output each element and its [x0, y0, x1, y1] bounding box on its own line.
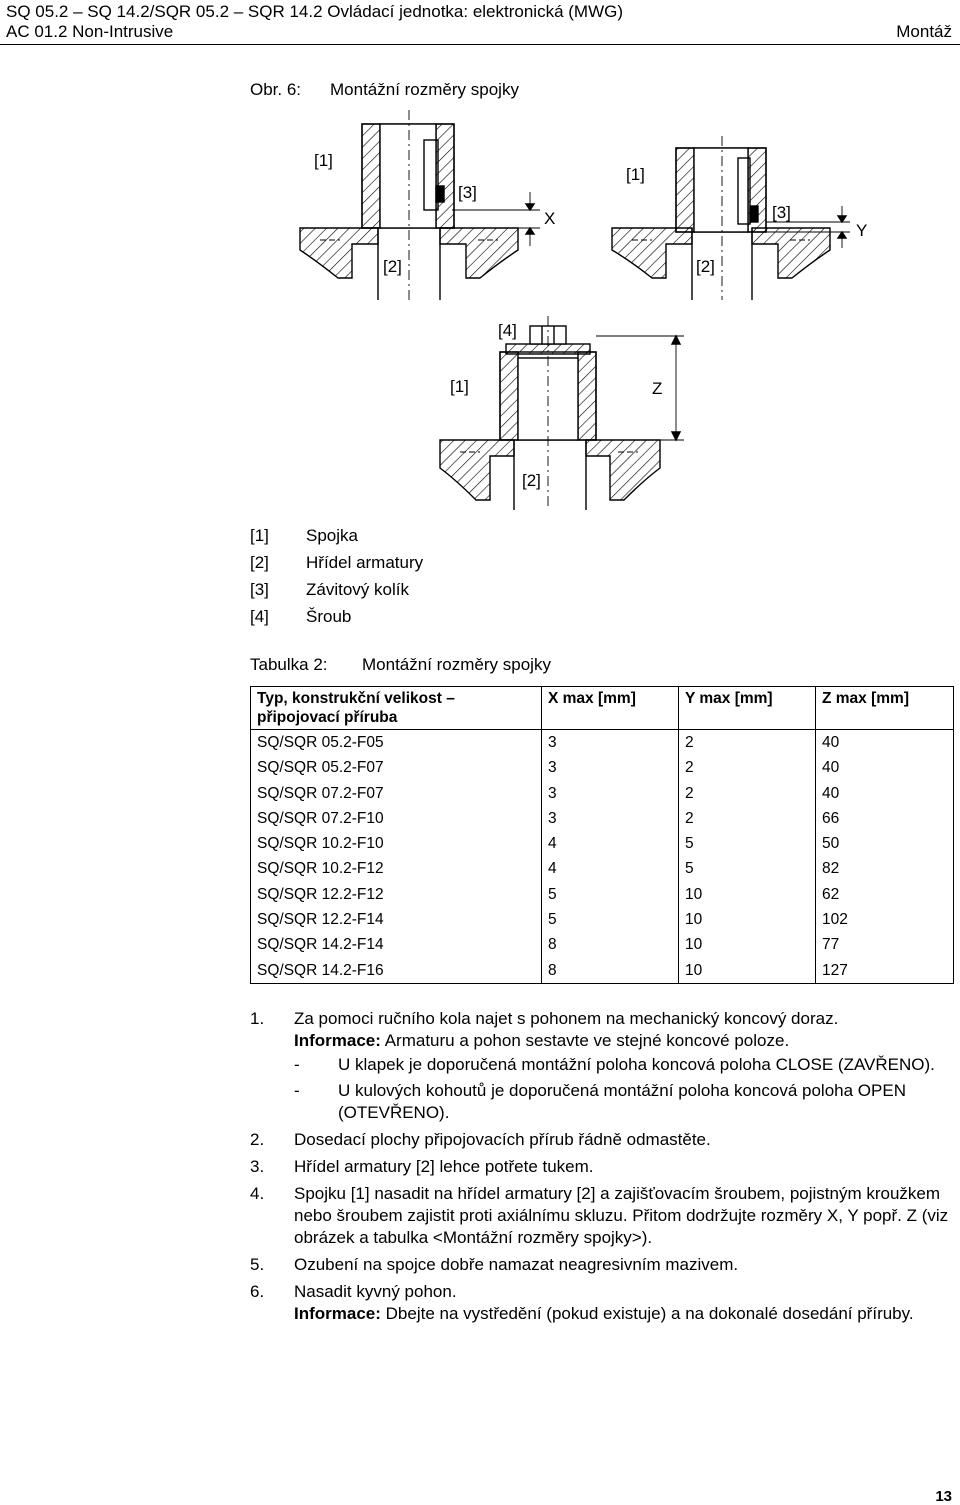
cell-z: 50: [816, 831, 954, 856]
step-number: 1.: [250, 1009, 265, 1028]
step-text: Dosedací plochy připojovacích přírub řádně odmastěte.: [294, 1130, 711, 1149]
cell-x: 4: [542, 831, 679, 856]
figure-label: Obr. 6:: [250, 80, 302, 99]
cell-y: 5: [679, 831, 816, 856]
cell-type: SQ/SQR 14.2-F14: [251, 932, 542, 957]
dash-bullet: -: [294, 1081, 300, 1100]
header-section: Montáž: [896, 22, 952, 41]
step-1: [250, 1008, 956, 1124]
step-4: [250, 1183, 956, 1249]
info-text: Armaturu a pohon sestavte ve stejné koncové poloze.: [380, 1031, 790, 1050]
sub-text: U klapek je doporučená montážní poloha koncová poloha CLOSE (ZAVŘENO).: [338, 1055, 935, 1074]
table-row: [251, 907, 954, 932]
legend-key: [4]: [250, 607, 269, 626]
figure-legend: [250, 525, 423, 633]
cell-y: 10: [679, 882, 816, 907]
table-caption: [250, 655, 551, 675]
cell-x: 8: [542, 932, 679, 957]
info-label: Informace:: [294, 1304, 381, 1323]
table-label: Tabulka 2:: [250, 655, 328, 674]
coupling-drawing: [0, 0, 960, 520]
legend-key: [3]: [250, 580, 269, 599]
step-6: [250, 1281, 956, 1325]
callout-b2: [2]: [696, 257, 715, 276]
table-header-row: [251, 687, 954, 730]
table-row: [251, 882, 954, 907]
legend-item: [250, 579, 423, 606]
cell-y: 10: [679, 907, 816, 932]
step-3: [250, 1156, 956, 1178]
table-row: [251, 856, 954, 881]
cell-type: SQ/SQR 12.2-F12: [251, 882, 542, 907]
callout-a1: [1]: [314, 151, 333, 170]
sub-item: [294, 1054, 956, 1076]
sub-text: U kulových kohoutů je doporučená montážní poloha koncová poloha OPEN (OTEVŘENO).: [338, 1081, 906, 1122]
cell-type: SQ/SQR 05.2-F07: [251, 755, 542, 780]
callout-cz: Z: [652, 379, 663, 398]
header-y: Y max [mm]: [679, 687, 816, 730]
cell-y: 10: [679, 932, 816, 957]
table-row: [251, 806, 954, 831]
drawing-c: [440, 316, 684, 510]
cell-z: 62: [816, 882, 954, 907]
legend-text: Šroub: [306, 607, 352, 626]
legend-item: [250, 606, 423, 633]
info-note: [294, 1030, 956, 1052]
drawing-b: [612, 136, 850, 300]
cell-y: 2: [679, 755, 816, 780]
cell-x: 3: [542, 806, 679, 831]
cell-z: 77: [816, 932, 954, 957]
callout-b3: [3]: [772, 203, 791, 222]
cell-type: SQ/SQR 10.2-F10: [251, 831, 542, 856]
callout-b1: [1]: [626, 165, 645, 184]
header-subtitle: AC 01.2 Non-Intrusive: [6, 22, 174, 41]
figure-title: Montážní rozměry spojky: [330, 80, 519, 99]
page-number: 13: [935, 1488, 952, 1505]
step-number: 5.: [250, 1255, 265, 1274]
step-number: 3.: [250, 1157, 265, 1176]
step-2: [250, 1129, 956, 1151]
sub-item: [294, 1080, 956, 1124]
step-text: Hřídel armatury [2] lehce potřete tukem.: [294, 1157, 594, 1176]
cell-z: 40: [816, 755, 954, 780]
callout-a3: [3]: [458, 183, 477, 202]
header-type: Typ, konstrukční velikost – připojovací příruba: [251, 687, 542, 730]
header-title: SQ 05.2 – SQ 14.2/SQR 05.2 – SQR 14.2 Ovládací jednotka: elektronická (MWG): [6, 2, 624, 21]
table-row: [251, 831, 954, 856]
callout-by: Y: [856, 221, 868, 240]
cell-type: SQ/SQR 07.2-F10: [251, 806, 542, 831]
info-text: Dbejte na vystředění (pokud existuje) a na dokonalé dosedání příruby.: [380, 1304, 914, 1323]
header-z: Z max [mm]: [816, 687, 954, 730]
legend-item: [250, 525, 423, 552]
step-text: Za pomoci ručního kola najet s pohonem na mechanický koncový doraz.: [294, 1009, 839, 1028]
assembly-steps: [250, 1008, 956, 1330]
step-text: Nasadit kyvný pohon.: [294, 1282, 457, 1301]
step-number: 2.: [250, 1130, 265, 1149]
table-title: Montážní rozměry spojky: [362, 655, 551, 674]
cell-y: 10: [679, 958, 816, 984]
cell-x: 5: [542, 882, 679, 907]
cell-x: 5: [542, 907, 679, 932]
header-x: X max [mm]: [542, 687, 679, 730]
cell-y: 2: [679, 730, 816, 756]
cell-type: SQ/SQR 05.2-F05: [251, 730, 542, 756]
callout-c4: [4]: [498, 321, 517, 340]
legend-item: [250, 552, 423, 579]
step-number: 4.: [250, 1184, 265, 1203]
cell-x: 8: [542, 958, 679, 984]
info-note: [294, 1303, 956, 1325]
cell-type: SQ/SQR 12.2-F14: [251, 907, 542, 932]
dash-bullet: -: [294, 1055, 300, 1074]
callout-a2: [2]: [383, 257, 402, 276]
cell-type: SQ/SQR 14.2-F16: [251, 958, 542, 984]
cell-y: 2: [679, 781, 816, 806]
cell-x: 3: [542, 781, 679, 806]
step-text: Ozubení na spojce dobře namazat neagresivním mazivem.: [294, 1255, 739, 1274]
table-row: [251, 932, 954, 957]
cell-z: 82: [816, 856, 954, 881]
cell-x: 4: [542, 856, 679, 881]
cell-y: 5: [679, 856, 816, 881]
info-label: Informace:: [294, 1031, 381, 1050]
table-row: [251, 730, 954, 756]
legend-text: Hřídel armatury: [306, 553, 424, 572]
step-number: 6.: [250, 1282, 265, 1301]
cell-z: 102: [816, 907, 954, 932]
callout-c2: [2]: [522, 471, 541, 490]
drawing-a: [300, 110, 540, 300]
cell-y: 2: [679, 806, 816, 831]
cell-type: SQ/SQR 10.2-F12: [251, 856, 542, 881]
cell-x: 3: [542, 755, 679, 780]
callout-ax: X: [544, 209, 556, 228]
table-row: [251, 781, 954, 806]
legend-key: [1]: [250, 526, 269, 545]
callout-c1: [1]: [450, 377, 469, 396]
step-text: Spojku [1] nasadit na hřídel armatury [2] a zajišťovacím šroubem, pojistným kroužkem nebo šroubem zajistit proti axiálnímu skluzu. Přitom dodržujte rozměry X, Y popř. Z (viz obrázek a tabulka <Montážní rozměry spojky>).: [294, 1184, 949, 1247]
table-row: [251, 958, 954, 984]
cell-z: 66: [816, 806, 954, 831]
table-row: [251, 755, 954, 780]
legend-text: Závitový kolík: [306, 580, 409, 599]
legend-key: [2]: [250, 553, 269, 572]
dimensions-table: [250, 686, 954, 984]
step-5: [250, 1254, 956, 1276]
legend-text: Spojka: [306, 526, 358, 545]
cell-type: SQ/SQR 07.2-F07: [251, 781, 542, 806]
cell-z: 127: [816, 958, 954, 984]
cell-x: 3: [542, 730, 679, 756]
cell-z: 40: [816, 781, 954, 806]
cell-z: 40: [816, 730, 954, 756]
